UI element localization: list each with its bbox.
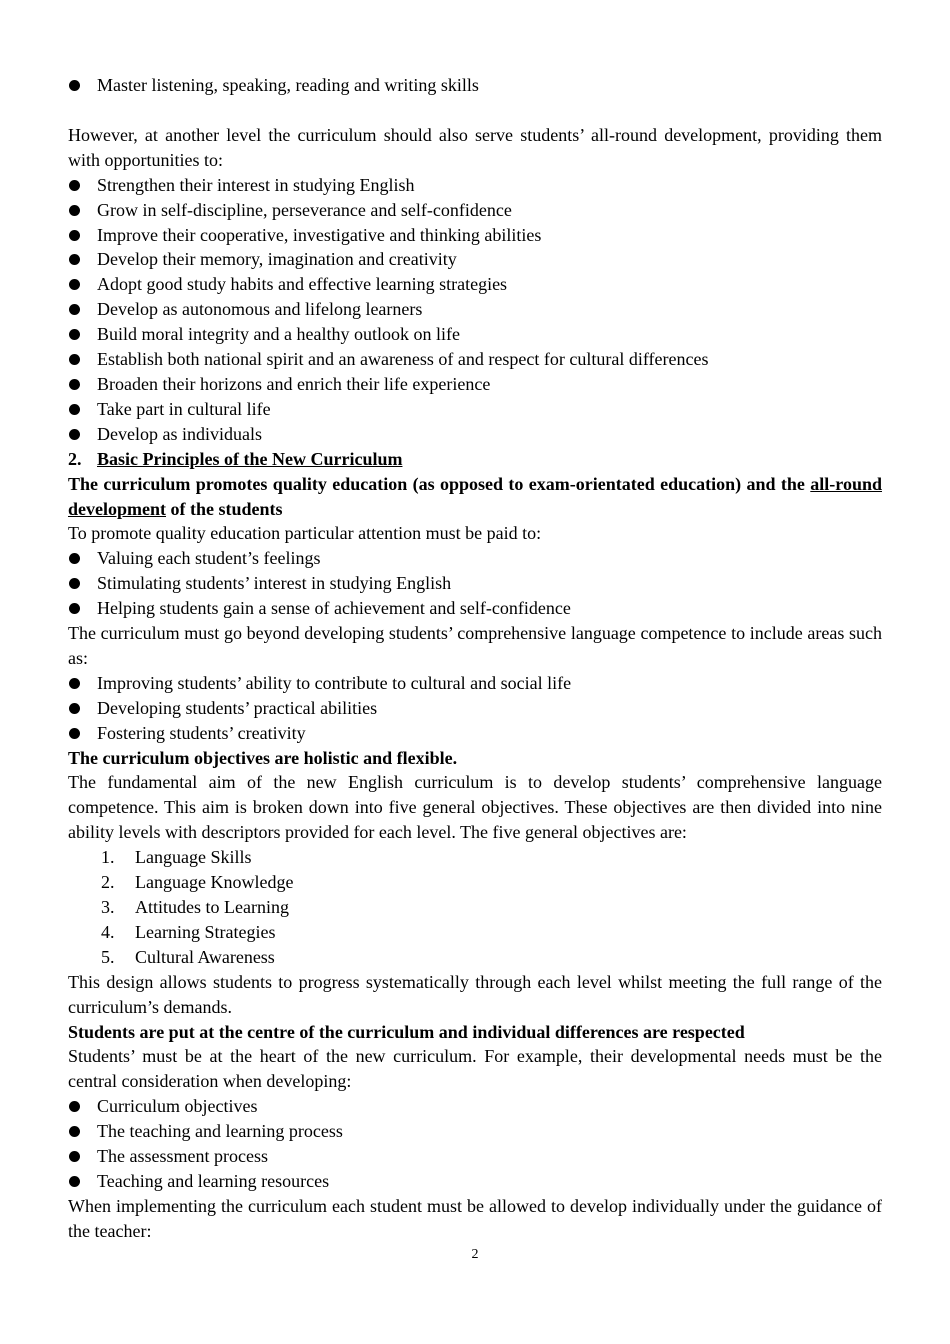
document-page <box>68 73 882 1244</box>
list-item <box>68 546 882 571</box>
bullet-icon <box>69 603 80 614</box>
list-item-text: Broaden their horizons and enrich their life experience <box>97 373 491 394</box>
heading-text: The curriculum promotes quality education (as opposed to exam-orientated education) and the <box>68 473 811 494</box>
list-item <box>68 198 882 223</box>
bullet-icon <box>69 429 80 440</box>
bullet-icon <box>69 703 80 714</box>
numbered-item <box>68 945 882 970</box>
list-item-text: Valuing each student’s feelings <box>97 548 321 569</box>
list-item-text: Curriculum objectives <box>97 1096 258 1117</box>
list-item-text: The assessment process <box>97 1146 268 1167</box>
principle-heading-students: Students are put at the centre of the curriculum and individual differences are respected <box>68 1021 745 1042</box>
bullet-icon <box>69 728 80 739</box>
item-number: 4. <box>101 921 115 942</box>
bullet-icon <box>69 329 80 340</box>
numbered-item <box>68 870 882 895</box>
bullet-icon <box>69 1176 80 1187</box>
bullet-icon <box>69 279 80 290</box>
principle-heading-quality <box>68 472 882 522</box>
beyond-paragraph: The curriculum must go beyond developing students’ comprehensive language competence to include areas such as: <box>68 623 882 668</box>
list-item <box>68 372 882 397</box>
section-title: Basic Principles of the New Curriculum <box>97 448 403 469</box>
list-item-text: Establish both national spirit and an awareness of and respect for cultural differences <box>97 349 709 370</box>
list-item-text: Build moral integrity and a healthy outlook on life <box>97 324 460 345</box>
beyond-list <box>68 671 882 746</box>
list-item <box>68 1119 882 1144</box>
objectives-list <box>68 845 882 970</box>
item-text: Learning Strategies <box>135 921 276 942</box>
heart-list <box>68 1094 882 1194</box>
bullet-icon <box>69 254 80 265</box>
intro-paragraph: However, at another level the curriculum should also serve students’ all-round development, providing them with opportunities to: <box>68 124 882 170</box>
list-item-text: Develop as individuals <box>97 423 262 444</box>
list-item <box>68 1144 882 1169</box>
item-number: 1. <box>101 847 115 868</box>
list-item-text: Take part in cultural life <box>97 398 271 419</box>
list-item <box>68 173 882 198</box>
list-item-text: Develop as autonomous and lifelong learners <box>97 299 423 320</box>
item-text: Language Skills <box>135 847 252 868</box>
spacer <box>68 98 882 123</box>
item-text: Attitudes to Learning <box>135 897 289 917</box>
bullet-icon <box>69 230 80 241</box>
list-item <box>68 347 882 372</box>
bullet-icon <box>69 404 80 415</box>
quality-intro: To promote quality education particular attention must be paid to: <box>68 523 542 544</box>
list-item-text: Teaching and learning resources <box>97 1170 330 1191</box>
aim-paragraph: The fundamental aim of the new English curriculum is to develop students’ comprehensive language competence. This aim is broken down into five general objectives. These objectives are then divided into nine ability levels with descriptors provided for each level. The five general objectives are: <box>68 772 882 843</box>
bullet-icon <box>69 379 80 390</box>
list-item-text: Adopt good study habits and effective learning strategies <box>97 274 508 295</box>
list-item <box>68 596 882 621</box>
page-number: 2 <box>471 1247 479 1262</box>
list-item-text: Improving students’ ability to contribute to cultural and social life <box>97 672 572 693</box>
implement-paragraph: When implementing the curriculum each student must be allowed to develop individually under the guidance of the teacher: <box>68 1195 882 1241</box>
list-item-text: Helping students gain a sense of achievement and self-confidence <box>97 598 571 619</box>
item-text: Language Knowledge <box>135 872 294 893</box>
bullet-icon <box>69 1101 80 1112</box>
list-item <box>68 223 882 248</box>
item-number: 5. <box>101 946 115 967</box>
bullet-icon <box>69 553 80 564</box>
list-item <box>68 247 882 272</box>
list-item <box>68 1169 882 1194</box>
list-item-text: Develop their memory, imagination and creativity <box>97 249 457 270</box>
list-item <box>68 272 882 297</box>
list-item <box>68 397 882 422</box>
numbered-item <box>68 895 882 920</box>
principle-heading-objectives: The curriculum objectives are holistic and flexible. <box>68 747 458 768</box>
numbered-item <box>68 920 882 945</box>
section-number: 2. <box>68 448 82 469</box>
list-item <box>68 671 882 696</box>
development-list <box>68 173 882 447</box>
list-item <box>68 322 882 347</box>
list-item <box>68 73 882 98</box>
list-item-text: Fostering students’ creativity <box>97 722 306 743</box>
list-item-text: The teaching and learning process <box>97 1121 343 1142</box>
list-item-text: Stimulating students’ interest in studying English <box>97 573 452 594</box>
bullet-icon <box>69 678 80 689</box>
heart-paragraph: Students’ must be at the heart of the new curriculum. For example, their developmental needs must be the central consideration when developing: <box>68 1046 882 1092</box>
list-item <box>68 297 882 322</box>
item-number: 3. <box>101 897 115 917</box>
bullet-icon <box>69 304 80 315</box>
quality-list <box>68 546 882 621</box>
list-item <box>68 1094 882 1119</box>
list-item-text: Master listening, speaking, reading and writing skills <box>97 75 479 95</box>
numbered-item <box>68 845 882 870</box>
heading-text: of the students <box>166 498 283 519</box>
list-item <box>68 721 882 746</box>
list-item-text: Strengthen their interest in studying English <box>97 174 415 195</box>
list-item <box>68 422 882 447</box>
heading-underlined-text: all-round development <box>68 473 882 519</box>
list-item-text: Developing students’ practical abilities <box>97 697 378 718</box>
list-item <box>68 571 882 596</box>
bullet-icon <box>69 354 80 365</box>
bullet-icon <box>69 80 80 91</box>
design-paragraph: This design allows students to progress systematically through each level whilst meeting the full range of the curriculum’s demands. <box>68 971 882 1017</box>
item-text: Cultural Awareness <box>135 946 275 967</box>
list-item-text: Improve their cooperative, investigative and thinking abilities <box>97 224 542 245</box>
section-heading <box>68 447 882 472</box>
list-item <box>68 696 882 721</box>
bullet-icon <box>69 578 80 589</box>
bullet-icon <box>69 1151 80 1162</box>
bullet-icon <box>69 1126 80 1137</box>
item-number: 2. <box>101 872 115 893</box>
bullet-icon <box>69 205 80 216</box>
bullet-icon <box>69 180 80 191</box>
list-item-text: Grow in self-discipline, perseverance and self-confidence <box>97 199 512 220</box>
